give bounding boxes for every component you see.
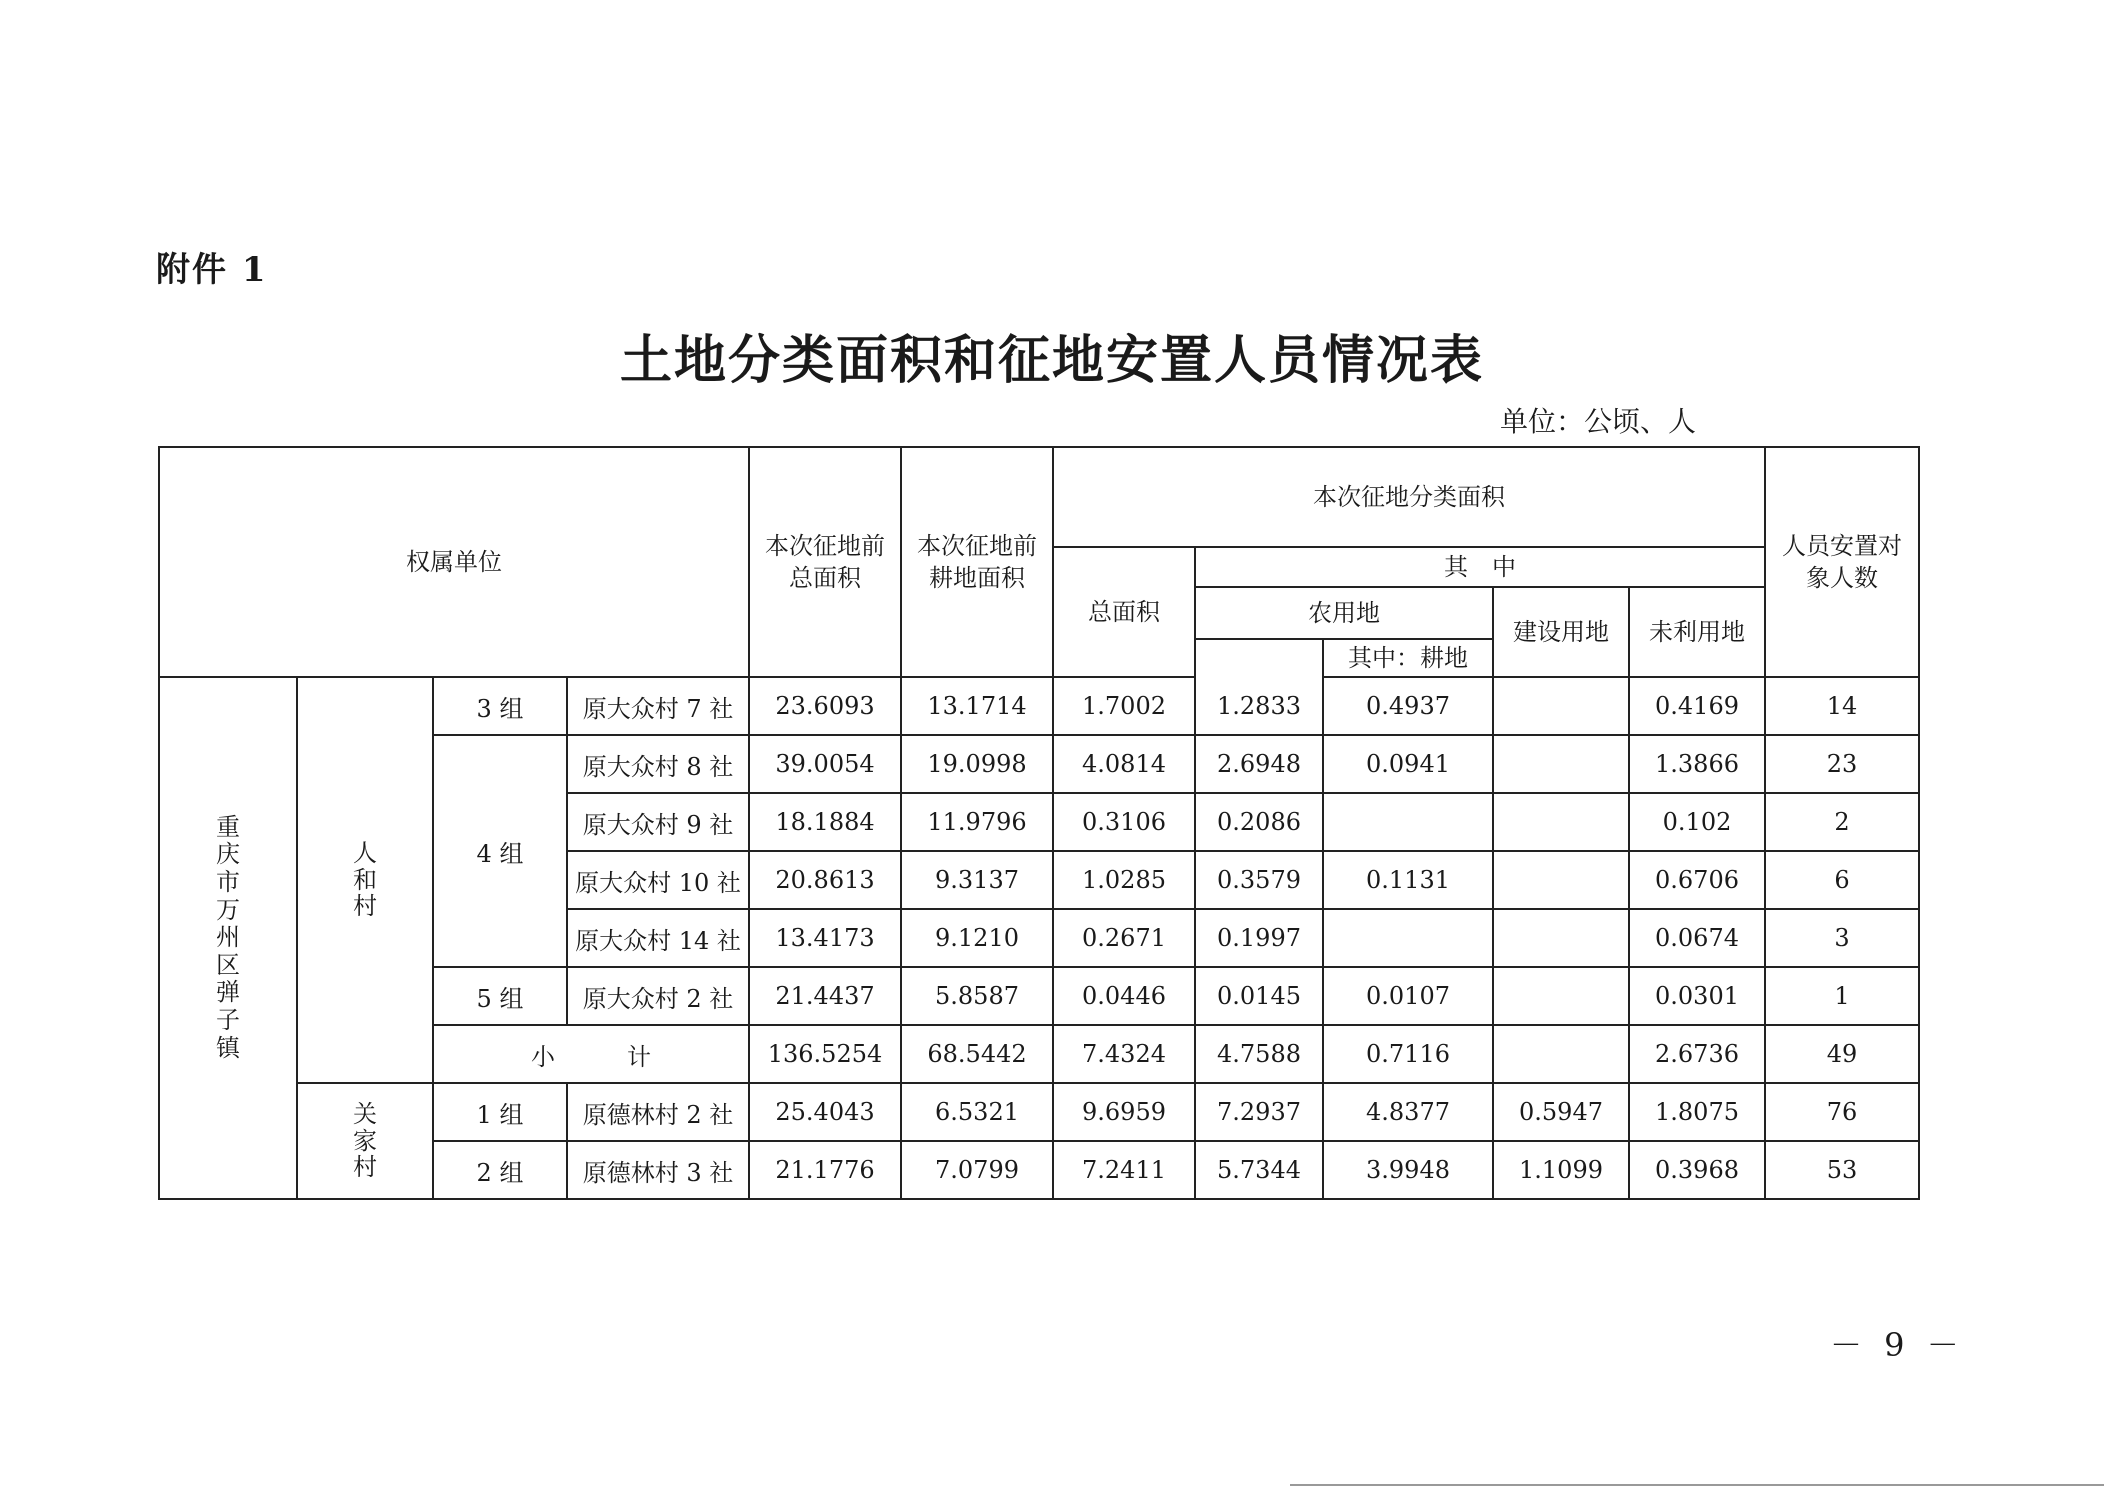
total-cell: 0.3106: [1053, 793, 1195, 851]
unused-cell: 1.3866: [1629, 735, 1765, 793]
pre-total-cell: 23.6093: [749, 677, 901, 735]
people-cell: 76: [1765, 1083, 1919, 1141]
header-agri: 农用地: [1195, 587, 1493, 639]
page-title: 土地分类面积和征地安置人员情况表: [619, 330, 1484, 391]
unit-cell: 原德林村 2 社: [567, 1083, 749, 1141]
subtotal-construction: [1493, 1025, 1629, 1083]
pre-total-cell: 21.1776: [749, 1141, 901, 1199]
pre-total-cell: 13.4173: [749, 909, 901, 967]
group-cell: 1 组: [433, 1083, 567, 1141]
total-cell: 7.2411: [1053, 1141, 1195, 1199]
farm-cell: 3.9948: [1323, 1141, 1493, 1199]
subtotal-label: 小 计: [433, 1025, 749, 1083]
pre-farm-cell: 5.8587: [901, 967, 1053, 1025]
people-cell: 3: [1765, 909, 1919, 967]
pre-farm-cell: 19.0998: [901, 735, 1053, 793]
construction-cell: 0.5947: [1493, 1083, 1629, 1141]
village-name-renhe: 人 和 村: [297, 677, 433, 1083]
farm-cell: [1323, 793, 1493, 851]
attachment-label: 附件 1: [156, 250, 268, 290]
total-cell: 1.7002: [1053, 677, 1195, 735]
pre-farm-cell: 11.9796: [901, 793, 1053, 851]
people-cell: 53: [1765, 1141, 1919, 1199]
construction-cell: 1.1099: [1493, 1141, 1629, 1199]
header-agri-farm: 其中：耕地: [1323, 639, 1493, 677]
header-owner: 权属单位: [159, 447, 749, 677]
farm-cell: 0.0107: [1323, 967, 1493, 1025]
people-cell: 6: [1765, 851, 1919, 909]
village-name-guanjia: 关 家 村: [297, 1083, 433, 1199]
subtotal-total: 7.4324: [1053, 1025, 1195, 1083]
unused-cell: 1.8075: [1629, 1083, 1765, 1141]
subtotal-pre-farm: 68.5442: [901, 1025, 1053, 1083]
header-total-area: 总面积: [1053, 547, 1195, 677]
people-cell: 2: [1765, 793, 1919, 851]
group-cell: 3 组: [433, 677, 567, 735]
farm-cell: 0.4937: [1323, 677, 1493, 735]
header-unused: 未利用地: [1629, 587, 1765, 677]
unused-cell: 0.4169: [1629, 677, 1765, 735]
pre-farm-cell: 9.3137: [901, 851, 1053, 909]
unit-cell: 原大众村 7 社: [567, 677, 749, 735]
construction-cell: [1493, 851, 1629, 909]
unused-cell: 0.0301: [1629, 967, 1765, 1025]
subtotal-pre-total: 136.5254: [749, 1025, 901, 1083]
land-table: [158, 446, 1920, 1200]
header-classified: 本次征地分类面积: [1053, 447, 1765, 547]
unit-cell: 原德林村 3 社: [567, 1141, 749, 1199]
agri-cell: 0.1997: [1195, 909, 1323, 967]
total-cell: 4.0814: [1053, 735, 1195, 793]
pre-total-cell: 18.1884: [749, 793, 901, 851]
page-number: － 9 －: [1830, 1326, 1965, 1364]
construction-cell: [1493, 967, 1629, 1025]
construction-cell: [1493, 735, 1629, 793]
unit-cell: 原大众村 10 社: [567, 851, 749, 909]
total-cell: 0.0446: [1053, 967, 1195, 1025]
total-cell: 0.2671: [1053, 909, 1195, 967]
pre-total-cell: 25.4043: [749, 1083, 901, 1141]
people-cell: 23: [1765, 735, 1919, 793]
subtotal-farm: 0.7116: [1323, 1025, 1493, 1083]
unit-cell: 原大众村 2 社: [567, 967, 749, 1025]
agri-cell: 0.2086: [1195, 793, 1323, 851]
unused-cell: 0.102: [1629, 793, 1765, 851]
unit-cell: 原大众村 9 社: [567, 793, 749, 851]
unused-cell: 0.0674: [1629, 909, 1765, 967]
group-cell: 2 组: [433, 1141, 567, 1199]
pre-farm-cell: 6.5321: [901, 1083, 1053, 1141]
farm-cell: 4.8377: [1323, 1083, 1493, 1141]
unit-cell: 原大众村 14 社: [567, 909, 749, 967]
header-construction: 建设用地: [1493, 587, 1629, 677]
people-cell: 1: [1765, 967, 1919, 1025]
agri-cell: 0.0145: [1195, 967, 1323, 1025]
header-pre-total: 本次征地前 总面积: [749, 447, 901, 677]
pre-farm-cell: 13.1714: [901, 677, 1053, 735]
farm-cell: 0.1131: [1323, 851, 1493, 909]
pre-farm-cell: 9.1210: [901, 909, 1053, 967]
agri-cell: 0.3579: [1195, 851, 1323, 909]
subtotal-people: 49: [1765, 1025, 1919, 1083]
group-cell: 5 组: [433, 967, 567, 1025]
unused-cell: 0.6706: [1629, 851, 1765, 909]
agri-cell: 2.6948: [1195, 735, 1323, 793]
pre-farm-cell: 7.0799: [901, 1141, 1053, 1199]
group-cell: 4 组: [433, 735, 567, 967]
unit-cell: 原大众村 8 社: [567, 735, 749, 793]
agri-cell: 5.7344: [1195, 1141, 1323, 1199]
farm-cell: [1323, 909, 1493, 967]
total-cell: 1.0285: [1053, 851, 1195, 909]
construction-cell: [1493, 677, 1629, 735]
scan-edge-line: [1290, 1484, 2104, 1486]
farm-cell: 0.0941: [1323, 735, 1493, 793]
pre-total-cell: 39.0054: [749, 735, 901, 793]
construction-cell: [1493, 909, 1629, 967]
people-cell: 14: [1765, 677, 1919, 735]
header-pre-farm: 本次征地前 耕地面积: [901, 447, 1053, 677]
unused-cell: 0.3968: [1629, 1141, 1765, 1199]
header-people: 人员安置对 象人数: [1765, 447, 1919, 677]
total-cell: 9.6959: [1053, 1083, 1195, 1141]
header-among: 其 中: [1195, 547, 1765, 587]
subtotal-unused: 2.6736: [1629, 1025, 1765, 1083]
subtotal-agri: 4.7588: [1195, 1025, 1323, 1083]
agri-cell: 7.2937: [1195, 1083, 1323, 1141]
town-name: 重 庆 市 万 州 区 弹 子 镇: [159, 677, 297, 1199]
agri-cell: 1.2833: [1195, 677, 1323, 735]
construction-cell: [1493, 793, 1629, 851]
pre-total-cell: 21.4437: [749, 967, 901, 1025]
unit-label: 单位：公顷、人: [1500, 405, 1697, 438]
pre-total-cell: 20.8613: [749, 851, 901, 909]
